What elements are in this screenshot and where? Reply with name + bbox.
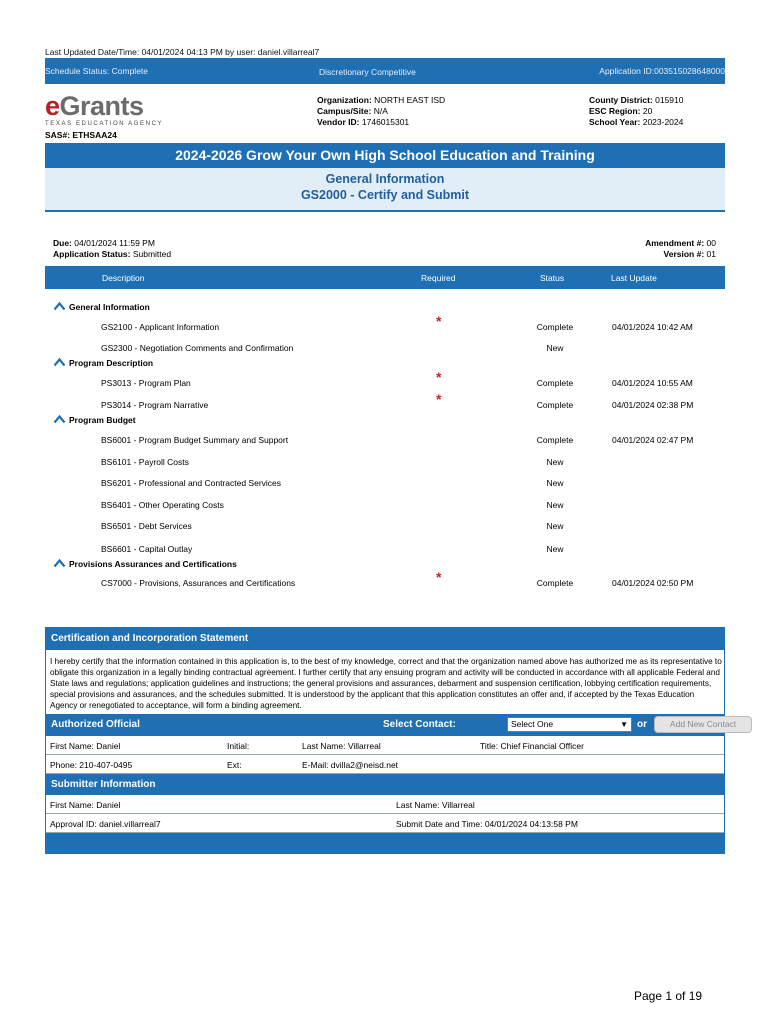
schedule-status: Complete xyxy=(536,322,574,332)
last-updated-text: Last Updated Date/Time: 04/01/2024 04:13 PM by user: daniel.villarreal7 xyxy=(45,47,320,57)
submitter-approval-row xyxy=(46,814,724,833)
schedule-status: New xyxy=(546,544,564,554)
dropdown-arrow-icon: ▼ xyxy=(620,720,628,729)
col-last-update: Last Update xyxy=(611,273,657,283)
submitter-last-name: Last Name: Villarreal xyxy=(396,800,475,810)
sas-number: SAS#: ETHSAA24 xyxy=(45,130,117,140)
logo-e: e xyxy=(45,91,60,121)
chevron-up-icon[interactable] xyxy=(53,358,66,367)
schedule-status: Complete xyxy=(536,400,574,410)
school-year-value: 2023-2024 xyxy=(642,117,684,127)
official-email: E-Mail: dvilla2@neisd.net xyxy=(302,760,399,770)
schedule-status: New xyxy=(546,500,564,510)
official-last-name: Last Name: Villarreal xyxy=(302,741,381,751)
schedule-status: Complete xyxy=(536,578,574,588)
org-label: Organization: xyxy=(317,95,372,105)
campus-label: Campus/Site: xyxy=(317,106,372,116)
submitter-approval-id: Approval ID: daniel.villarreal7 xyxy=(50,819,161,829)
subtitle-line-2: GS2000 - Certify and Submit xyxy=(300,188,470,202)
col-description: Description xyxy=(102,273,145,283)
vendor-value: 1746015301 xyxy=(361,117,410,127)
schedule-last-update: 04/01/2024 10:55 AM xyxy=(612,378,693,388)
schedule-status: New xyxy=(546,521,564,531)
schedule-link[interactable]: BS6601 - Capital Outlay xyxy=(101,544,193,554)
due-label: Due: xyxy=(53,238,72,248)
subtitle-line-1: General Information xyxy=(325,172,445,186)
official-first-name: First Name: Daniel xyxy=(50,741,121,751)
official-title: Title: Chief Financial Officer xyxy=(480,741,584,751)
certification-footer-bar xyxy=(46,833,724,853)
schedule-link[interactable]: PS3013 - Program Plan xyxy=(101,378,191,388)
section-program-description[interactable] xyxy=(53,358,153,368)
col-required: Required xyxy=(421,273,456,283)
schedule-status: Schedule Status: Complete xyxy=(45,66,149,76)
add-new-contact-button[interactable]: Add New Contact xyxy=(654,716,752,733)
version-label: Version #: xyxy=(663,249,705,259)
page-subtitle xyxy=(45,168,725,210)
schedule-status: Complete xyxy=(536,435,574,445)
schedule-link[interactable]: BS6001 - Program Budget Summary and Support xyxy=(101,435,289,445)
campus-value: N/A xyxy=(373,106,388,116)
application-status-value: Submitted xyxy=(132,249,172,259)
required-asterisk: * xyxy=(436,369,442,385)
schedule-last-update: 04/01/2024 10:42 AM xyxy=(612,322,693,332)
page-number: Page 1 of 19 xyxy=(634,989,703,1003)
application-id: Application ID:003515028648000 xyxy=(599,66,725,76)
required-asterisk: * xyxy=(436,391,442,407)
select-contact-dropdown[interactable] xyxy=(507,717,632,732)
schedule-link[interactable]: CS7000 - Provisions, Assurances and Certifications xyxy=(101,578,296,588)
chevron-up-icon[interactable] xyxy=(53,559,66,568)
section-label: Program Budget xyxy=(69,415,136,425)
amendment-info xyxy=(645,238,716,260)
section-program-budget[interactable] xyxy=(53,415,136,425)
schedule-table-header xyxy=(45,266,725,289)
select-contact-value: Select One xyxy=(511,719,554,729)
schedule-link[interactable]: BS6501 - Debt Services xyxy=(101,521,192,531)
schedule-link[interactable]: BS6101 - Payroll Costs xyxy=(101,457,189,467)
vendor-label: Vendor ID: xyxy=(317,117,360,127)
logo-subtitle: TEXAS EDUCATION AGENCY xyxy=(45,121,164,127)
official-name-row xyxy=(46,736,724,755)
submitter-first-name: First Name: Daniel xyxy=(50,800,121,810)
org-value: NORTH EAST ISD xyxy=(374,95,446,105)
amendment-value: 00 xyxy=(706,238,716,248)
official-ext: Ext: xyxy=(227,760,242,770)
esc-label: ESC Region: xyxy=(589,106,641,116)
schedule-link[interactable]: GS2100 - Applicant Information xyxy=(101,322,220,332)
page-title: 2024-2026 Grow Your Own High School Education and Training xyxy=(45,143,725,168)
schedule-link[interactable]: BS6401 - Other Operating Costs xyxy=(101,500,224,510)
chevron-up-icon[interactable] xyxy=(53,415,66,424)
organization-info xyxy=(317,95,445,128)
select-contact-label: Select Contact: xyxy=(383,719,456,730)
amendment-label: Amendment #: xyxy=(645,238,705,248)
submitter-date: Submit Date and Time: 04/01/2024 04:13:58 PM xyxy=(396,819,578,829)
section-label: Program Description xyxy=(69,358,154,368)
section-general-information[interactable] xyxy=(53,302,150,312)
application-status-label: Application Status: xyxy=(53,249,131,259)
chevron-up-icon[interactable] xyxy=(53,302,66,311)
schedule-status: New xyxy=(546,457,564,467)
official-initial: Initial: xyxy=(227,741,250,751)
schedule-last-update: 04/01/2024 02:47 PM xyxy=(612,435,694,445)
section-label: General Information xyxy=(69,302,150,312)
schedule-status: New xyxy=(546,343,564,353)
certification-heading: Certification and Incorporation Statement xyxy=(46,628,724,650)
schedule-link[interactable]: PS3014 - Program Narrative xyxy=(101,400,209,410)
school-year-label: School Year: xyxy=(589,117,641,127)
schedule-status: Complete xyxy=(536,378,574,388)
discretionary-label: Discretionary Competitive xyxy=(319,67,416,77)
certification-panel xyxy=(45,627,737,854)
authorized-official-heading: Authorized Official xyxy=(51,719,140,730)
version-value: 01 xyxy=(706,249,716,259)
schedule-last-update: 04/01/2024 02:50 PM xyxy=(612,578,694,588)
county-value: 015910 xyxy=(655,95,684,105)
egrants-logo xyxy=(45,92,165,132)
section-provisions-assurances[interactable] xyxy=(53,559,237,569)
required-asterisk: * xyxy=(436,569,442,585)
or-label: or xyxy=(637,719,647,730)
submitter-heading: Submitter Information xyxy=(46,774,724,795)
top-status-bar xyxy=(45,58,725,84)
official-phone: Phone: 210-407-0495 xyxy=(50,760,133,770)
official-contact-row xyxy=(46,755,724,774)
schedule-link[interactable]: BS6201 - Professional and Contracted Services xyxy=(101,478,282,488)
certification-statement: I hereby certify that the information contained in this application is, to the best of my knowledge, correct and that the organization named above has authorized me as its representative to obligate this organization in a legally binding contractual agreement. I further certify that any ensuing program and activity will be conducted in accordance with all applicable Federal and State laws and regulations; application guidelines and instructions; the general provisions and assurances, debarment and suspension certification, lobbying certification requirements, special provisions and assurances, and the schedules submitted. It is understood by the applicant that this application constitutes an offer and, if accepted by the Texas Education Agency or renegotiated to acceptance, will form a binding agreement. xyxy=(50,657,722,710)
county-info xyxy=(589,95,684,128)
col-status: Status xyxy=(540,273,565,283)
authorized-official-bar xyxy=(46,714,737,736)
esc-value: 20 xyxy=(642,106,653,116)
schedule-status: New xyxy=(546,478,564,488)
logo-grants: Grants xyxy=(59,91,144,121)
schedule-last-update: 04/01/2024 02:38 PM xyxy=(612,400,694,410)
due-value: 04/01/2024 11:59 PM xyxy=(74,238,155,248)
required-asterisk: * xyxy=(436,313,442,329)
county-label: County District: xyxy=(589,95,653,105)
submitter-name-row xyxy=(46,795,724,814)
subtitle-divider xyxy=(45,210,725,212)
due-info xyxy=(53,238,171,260)
section-label: Provisions Assurances and Certifications xyxy=(69,559,237,569)
schedule-link[interactable]: GS2300 - Negotiation Comments and Confirmation xyxy=(101,343,294,353)
